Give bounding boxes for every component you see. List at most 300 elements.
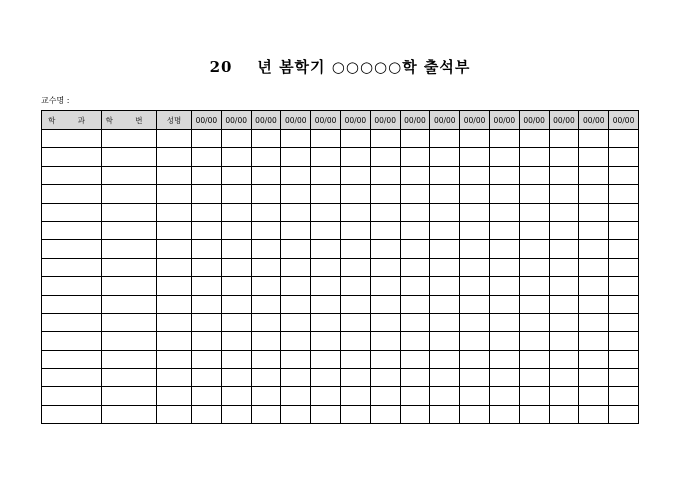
table-cell <box>430 258 460 276</box>
table-cell <box>549 185 579 203</box>
table-cell <box>340 166 370 184</box>
table-cell <box>192 332 222 350</box>
table-cell <box>281 295 311 313</box>
table-cell <box>42 221 102 239</box>
table-cell <box>311 166 341 184</box>
attendance-table <box>41 110 639 424</box>
table-cell <box>460 166 490 184</box>
table-row <box>42 166 639 184</box>
table-cell <box>400 130 430 148</box>
table-cell <box>489 332 519 350</box>
table-cell <box>42 148 102 166</box>
table-cell <box>460 369 490 387</box>
table-cell <box>400 350 430 368</box>
table-cell <box>192 405 222 423</box>
header-date: 00/00 <box>549 111 579 130</box>
table-cell <box>370 277 400 295</box>
header-date: 00/00 <box>221 111 251 130</box>
table-cell <box>609 240 639 258</box>
table-cell <box>311 203 341 221</box>
table-cell <box>430 148 460 166</box>
header-name: 성명 <box>157 111 192 130</box>
table-cell <box>340 203 370 221</box>
table-cell <box>221 369 251 387</box>
table-cell <box>549 369 579 387</box>
table-cell <box>311 221 341 239</box>
table-cell <box>609 185 639 203</box>
table-cell <box>609 130 639 148</box>
table-cell <box>460 387 490 405</box>
table-cell <box>192 313 222 331</box>
table-cell <box>430 387 460 405</box>
table-cell <box>340 387 370 405</box>
table-cell <box>102 148 157 166</box>
table-cell <box>311 313 341 331</box>
table-cell <box>42 258 102 276</box>
table-cell <box>549 350 579 368</box>
table-cell <box>281 185 311 203</box>
table-cell <box>549 130 579 148</box>
table-row <box>42 240 639 258</box>
table-cell <box>102 221 157 239</box>
table-cell <box>221 130 251 148</box>
table-cell <box>489 369 519 387</box>
table-cell <box>42 350 102 368</box>
table-cell <box>157 313 192 331</box>
table-cell <box>400 277 430 295</box>
table-cell <box>157 166 192 184</box>
table-cell <box>192 258 222 276</box>
table-cell <box>489 185 519 203</box>
table-cell <box>192 240 222 258</box>
table-cell <box>579 258 609 276</box>
table-cell <box>221 350 251 368</box>
table-cell <box>430 369 460 387</box>
table-cell <box>400 203 430 221</box>
header-date: 00/00 <box>370 111 400 130</box>
table-cell <box>579 221 609 239</box>
table-cell <box>549 221 579 239</box>
header-row <box>42 111 639 130</box>
table-cell <box>370 387 400 405</box>
header-date: 00/00 <box>251 111 281 130</box>
table-cell <box>489 350 519 368</box>
table-cell <box>430 130 460 148</box>
table-cell <box>430 185 460 203</box>
table-cell <box>370 369 400 387</box>
table-cell <box>102 350 157 368</box>
table-cell <box>370 203 400 221</box>
header-date: 00/00 <box>609 111 639 130</box>
table-cell <box>430 240 460 258</box>
table-cell <box>489 166 519 184</box>
table-cell <box>579 332 609 350</box>
table-cell <box>430 313 460 331</box>
table-cell <box>192 221 222 239</box>
table-cell <box>579 313 609 331</box>
table-cell <box>400 148 430 166</box>
table-row <box>42 295 639 313</box>
table-cell <box>370 185 400 203</box>
table-cell <box>489 277 519 295</box>
table-cell <box>311 240 341 258</box>
table-cell <box>192 185 222 203</box>
table-cell <box>340 148 370 166</box>
table-cell <box>221 185 251 203</box>
table-cell <box>102 369 157 387</box>
table-cell <box>519 240 549 258</box>
table-cell <box>102 185 157 203</box>
table-cell <box>519 148 549 166</box>
table-cell <box>192 295 222 313</box>
table-row <box>42 203 639 221</box>
table-row <box>42 387 639 405</box>
table-row <box>42 277 639 295</box>
table-cell <box>102 313 157 331</box>
table-row <box>42 185 639 203</box>
table-cell <box>157 277 192 295</box>
table-cell <box>460 313 490 331</box>
table-cell <box>400 387 430 405</box>
table-cell <box>519 350 549 368</box>
header-date: 00/00 <box>400 111 430 130</box>
table-cell <box>370 332 400 350</box>
table-cell <box>42 203 102 221</box>
table-row <box>42 350 639 368</box>
table-cell <box>549 203 579 221</box>
table-cell <box>221 221 251 239</box>
header-student-id: 학 번 <box>102 111 157 130</box>
table-cell <box>311 258 341 276</box>
table-cell <box>579 166 609 184</box>
table-cell <box>221 166 251 184</box>
table-cell <box>42 130 102 148</box>
table-cell <box>102 203 157 221</box>
table-cell <box>281 148 311 166</box>
table-cell <box>340 295 370 313</box>
table-cell <box>400 332 430 350</box>
table-cell <box>311 387 341 405</box>
table-row <box>42 369 639 387</box>
table-cell <box>42 313 102 331</box>
table-cell <box>42 240 102 258</box>
header-date: 00/00 <box>489 111 519 130</box>
table-cell <box>579 350 609 368</box>
table-cell <box>400 166 430 184</box>
table-cell <box>579 387 609 405</box>
table-cell <box>311 405 341 423</box>
table-cell <box>370 258 400 276</box>
table-cell <box>400 221 430 239</box>
table-cell <box>251 240 281 258</box>
table-cell <box>311 148 341 166</box>
table-cell <box>549 313 579 331</box>
header-date: 00/00 <box>519 111 549 130</box>
table-cell <box>489 130 519 148</box>
table-cell <box>340 240 370 258</box>
table-cell <box>370 221 400 239</box>
table-cell <box>549 148 579 166</box>
table-cell <box>251 258 281 276</box>
table-cell <box>340 313 370 331</box>
table-cell <box>519 369 549 387</box>
table-cell <box>340 185 370 203</box>
table-cell <box>460 240 490 258</box>
table-cell <box>370 350 400 368</box>
table-cell <box>460 185 490 203</box>
table-cell <box>192 277 222 295</box>
table-cell <box>460 258 490 276</box>
table-cell <box>340 258 370 276</box>
table-cell <box>157 405 192 423</box>
table-cell <box>519 277 549 295</box>
table-cell <box>609 277 639 295</box>
table-cell <box>157 387 192 405</box>
table-cell <box>102 240 157 258</box>
table-cell <box>281 258 311 276</box>
table-cell <box>609 166 639 184</box>
header-department: 학 과 <box>42 111 102 130</box>
table-row <box>42 313 639 331</box>
table-cell <box>42 166 102 184</box>
table-cell <box>102 332 157 350</box>
table-cell <box>519 387 549 405</box>
header-date: 00/00 <box>281 111 311 130</box>
table-cell <box>192 350 222 368</box>
table-cell <box>311 332 341 350</box>
table-cell <box>102 258 157 276</box>
table-cell <box>579 130 609 148</box>
table-cell <box>579 148 609 166</box>
table-cell <box>549 387 579 405</box>
table-cell <box>609 350 639 368</box>
table-cell <box>460 130 490 148</box>
table-cell <box>519 295 549 313</box>
table-cell <box>311 369 341 387</box>
table-cell <box>519 166 549 184</box>
table-cell <box>192 203 222 221</box>
table-cell <box>400 240 430 258</box>
table-cell <box>400 258 430 276</box>
table-cell <box>519 130 549 148</box>
table-cell <box>519 313 549 331</box>
table-cell <box>609 332 639 350</box>
table-cell <box>370 166 400 184</box>
table-cell <box>430 203 460 221</box>
table-cell <box>251 313 281 331</box>
table-cell <box>609 405 639 423</box>
table-cell <box>340 405 370 423</box>
table-cell <box>281 387 311 405</box>
table-cell <box>221 148 251 166</box>
table-cell <box>609 387 639 405</box>
table-cell <box>157 240 192 258</box>
table-cell <box>281 350 311 368</box>
table-cell <box>157 369 192 387</box>
table-cell <box>192 387 222 405</box>
table-cell <box>489 405 519 423</box>
table-cell <box>221 203 251 221</box>
table-cell <box>489 148 519 166</box>
table-cell <box>519 221 549 239</box>
table-cell <box>311 350 341 368</box>
table-cell <box>311 185 341 203</box>
table-cell <box>281 332 311 350</box>
table-cell <box>102 277 157 295</box>
table-cell <box>42 405 102 423</box>
table-cell <box>221 258 251 276</box>
table-cell <box>157 130 192 148</box>
table-cell <box>400 369 430 387</box>
table-cell <box>251 130 281 148</box>
table-cell <box>192 130 222 148</box>
table-row <box>42 130 639 148</box>
table-cell <box>519 332 549 350</box>
table-cell <box>102 130 157 148</box>
table-cell <box>281 277 311 295</box>
table-cell <box>579 185 609 203</box>
table-cell <box>549 405 579 423</box>
table-cell <box>609 258 639 276</box>
table-cell <box>251 148 281 166</box>
table-cell <box>221 387 251 405</box>
header-date: 00/00 <box>340 111 370 130</box>
table-cell <box>489 313 519 331</box>
table-cell <box>519 405 549 423</box>
table-cell <box>519 185 549 203</box>
table-cell <box>281 130 311 148</box>
table-row <box>42 405 639 423</box>
table-cell <box>157 221 192 239</box>
table-cell <box>102 387 157 405</box>
table-cell <box>400 405 430 423</box>
table-cell <box>400 185 430 203</box>
table-cell <box>281 166 311 184</box>
table-cell <box>460 332 490 350</box>
table-cell <box>221 332 251 350</box>
table-cell <box>370 405 400 423</box>
table-cell <box>281 240 311 258</box>
table-cell <box>400 295 430 313</box>
table-cell <box>42 295 102 313</box>
table-cell <box>460 203 490 221</box>
table-cell <box>281 313 311 331</box>
table-cell <box>489 203 519 221</box>
table-cell <box>102 166 157 184</box>
table-cell <box>460 350 490 368</box>
header-date: 00/00 <box>460 111 490 130</box>
table-row <box>42 258 639 276</box>
table-cell <box>42 332 102 350</box>
table-cell <box>430 221 460 239</box>
table-cell <box>549 295 579 313</box>
table-cell <box>609 369 639 387</box>
table-cell <box>251 185 281 203</box>
table-cell <box>579 369 609 387</box>
table-cell <box>340 130 370 148</box>
table-cell <box>157 148 192 166</box>
document-title: 20 년 봄학기 ○○○○○학 출석부 <box>209 58 471 76</box>
table-cell <box>42 369 102 387</box>
table-cell <box>311 277 341 295</box>
table-cell <box>609 313 639 331</box>
header-date: 00/00 <box>192 111 222 130</box>
table-cell <box>221 405 251 423</box>
table-cell <box>370 313 400 331</box>
table-cell <box>430 332 460 350</box>
table-cell <box>370 295 400 313</box>
table-cell <box>340 369 370 387</box>
table-cell <box>251 350 281 368</box>
professor-label: 교수명 : <box>41 96 70 105</box>
table-cell <box>579 405 609 423</box>
table-cell <box>609 148 639 166</box>
table-cell <box>251 332 281 350</box>
table-cell <box>42 277 102 295</box>
table-cell <box>460 405 490 423</box>
table-cell <box>251 221 281 239</box>
table-cell <box>579 295 609 313</box>
table-cell <box>549 258 579 276</box>
table-cell <box>609 295 639 313</box>
table-cell <box>430 350 460 368</box>
table-cell <box>157 332 192 350</box>
table-cell <box>430 405 460 423</box>
table-cell <box>221 313 251 331</box>
table-cell <box>192 166 222 184</box>
table-cell <box>42 387 102 405</box>
table-cell <box>311 130 341 148</box>
table-cell <box>489 387 519 405</box>
table-row <box>42 221 639 239</box>
table-cell <box>519 203 549 221</box>
table-cell <box>340 221 370 239</box>
table-cell <box>340 277 370 295</box>
table-cell <box>549 240 579 258</box>
table-cell <box>157 295 192 313</box>
table-cell <box>157 203 192 221</box>
table-cell <box>251 277 281 295</box>
table-cell <box>489 240 519 258</box>
header-date: 00/00 <box>579 111 609 130</box>
table-cell <box>549 166 579 184</box>
table-cell <box>102 405 157 423</box>
table-cell <box>460 277 490 295</box>
table-cell <box>311 295 341 313</box>
table-cell <box>549 277 579 295</box>
table-cell <box>157 350 192 368</box>
table-cell <box>192 369 222 387</box>
table-cell <box>430 166 460 184</box>
table-cell <box>251 203 281 221</box>
table-cell <box>157 185 192 203</box>
table-cell <box>251 166 281 184</box>
table-cell <box>281 369 311 387</box>
table-cell <box>519 258 549 276</box>
table-cell <box>460 295 490 313</box>
table-cell <box>579 240 609 258</box>
table-cell <box>221 277 251 295</box>
table-cell <box>251 405 281 423</box>
header-date: 00/00 <box>430 111 460 130</box>
table-cell <box>489 258 519 276</box>
table-cell <box>430 295 460 313</box>
table-row <box>42 332 639 350</box>
table-cell <box>489 295 519 313</box>
table-cell <box>221 295 251 313</box>
table-cell <box>281 203 311 221</box>
table-cell <box>102 295 157 313</box>
